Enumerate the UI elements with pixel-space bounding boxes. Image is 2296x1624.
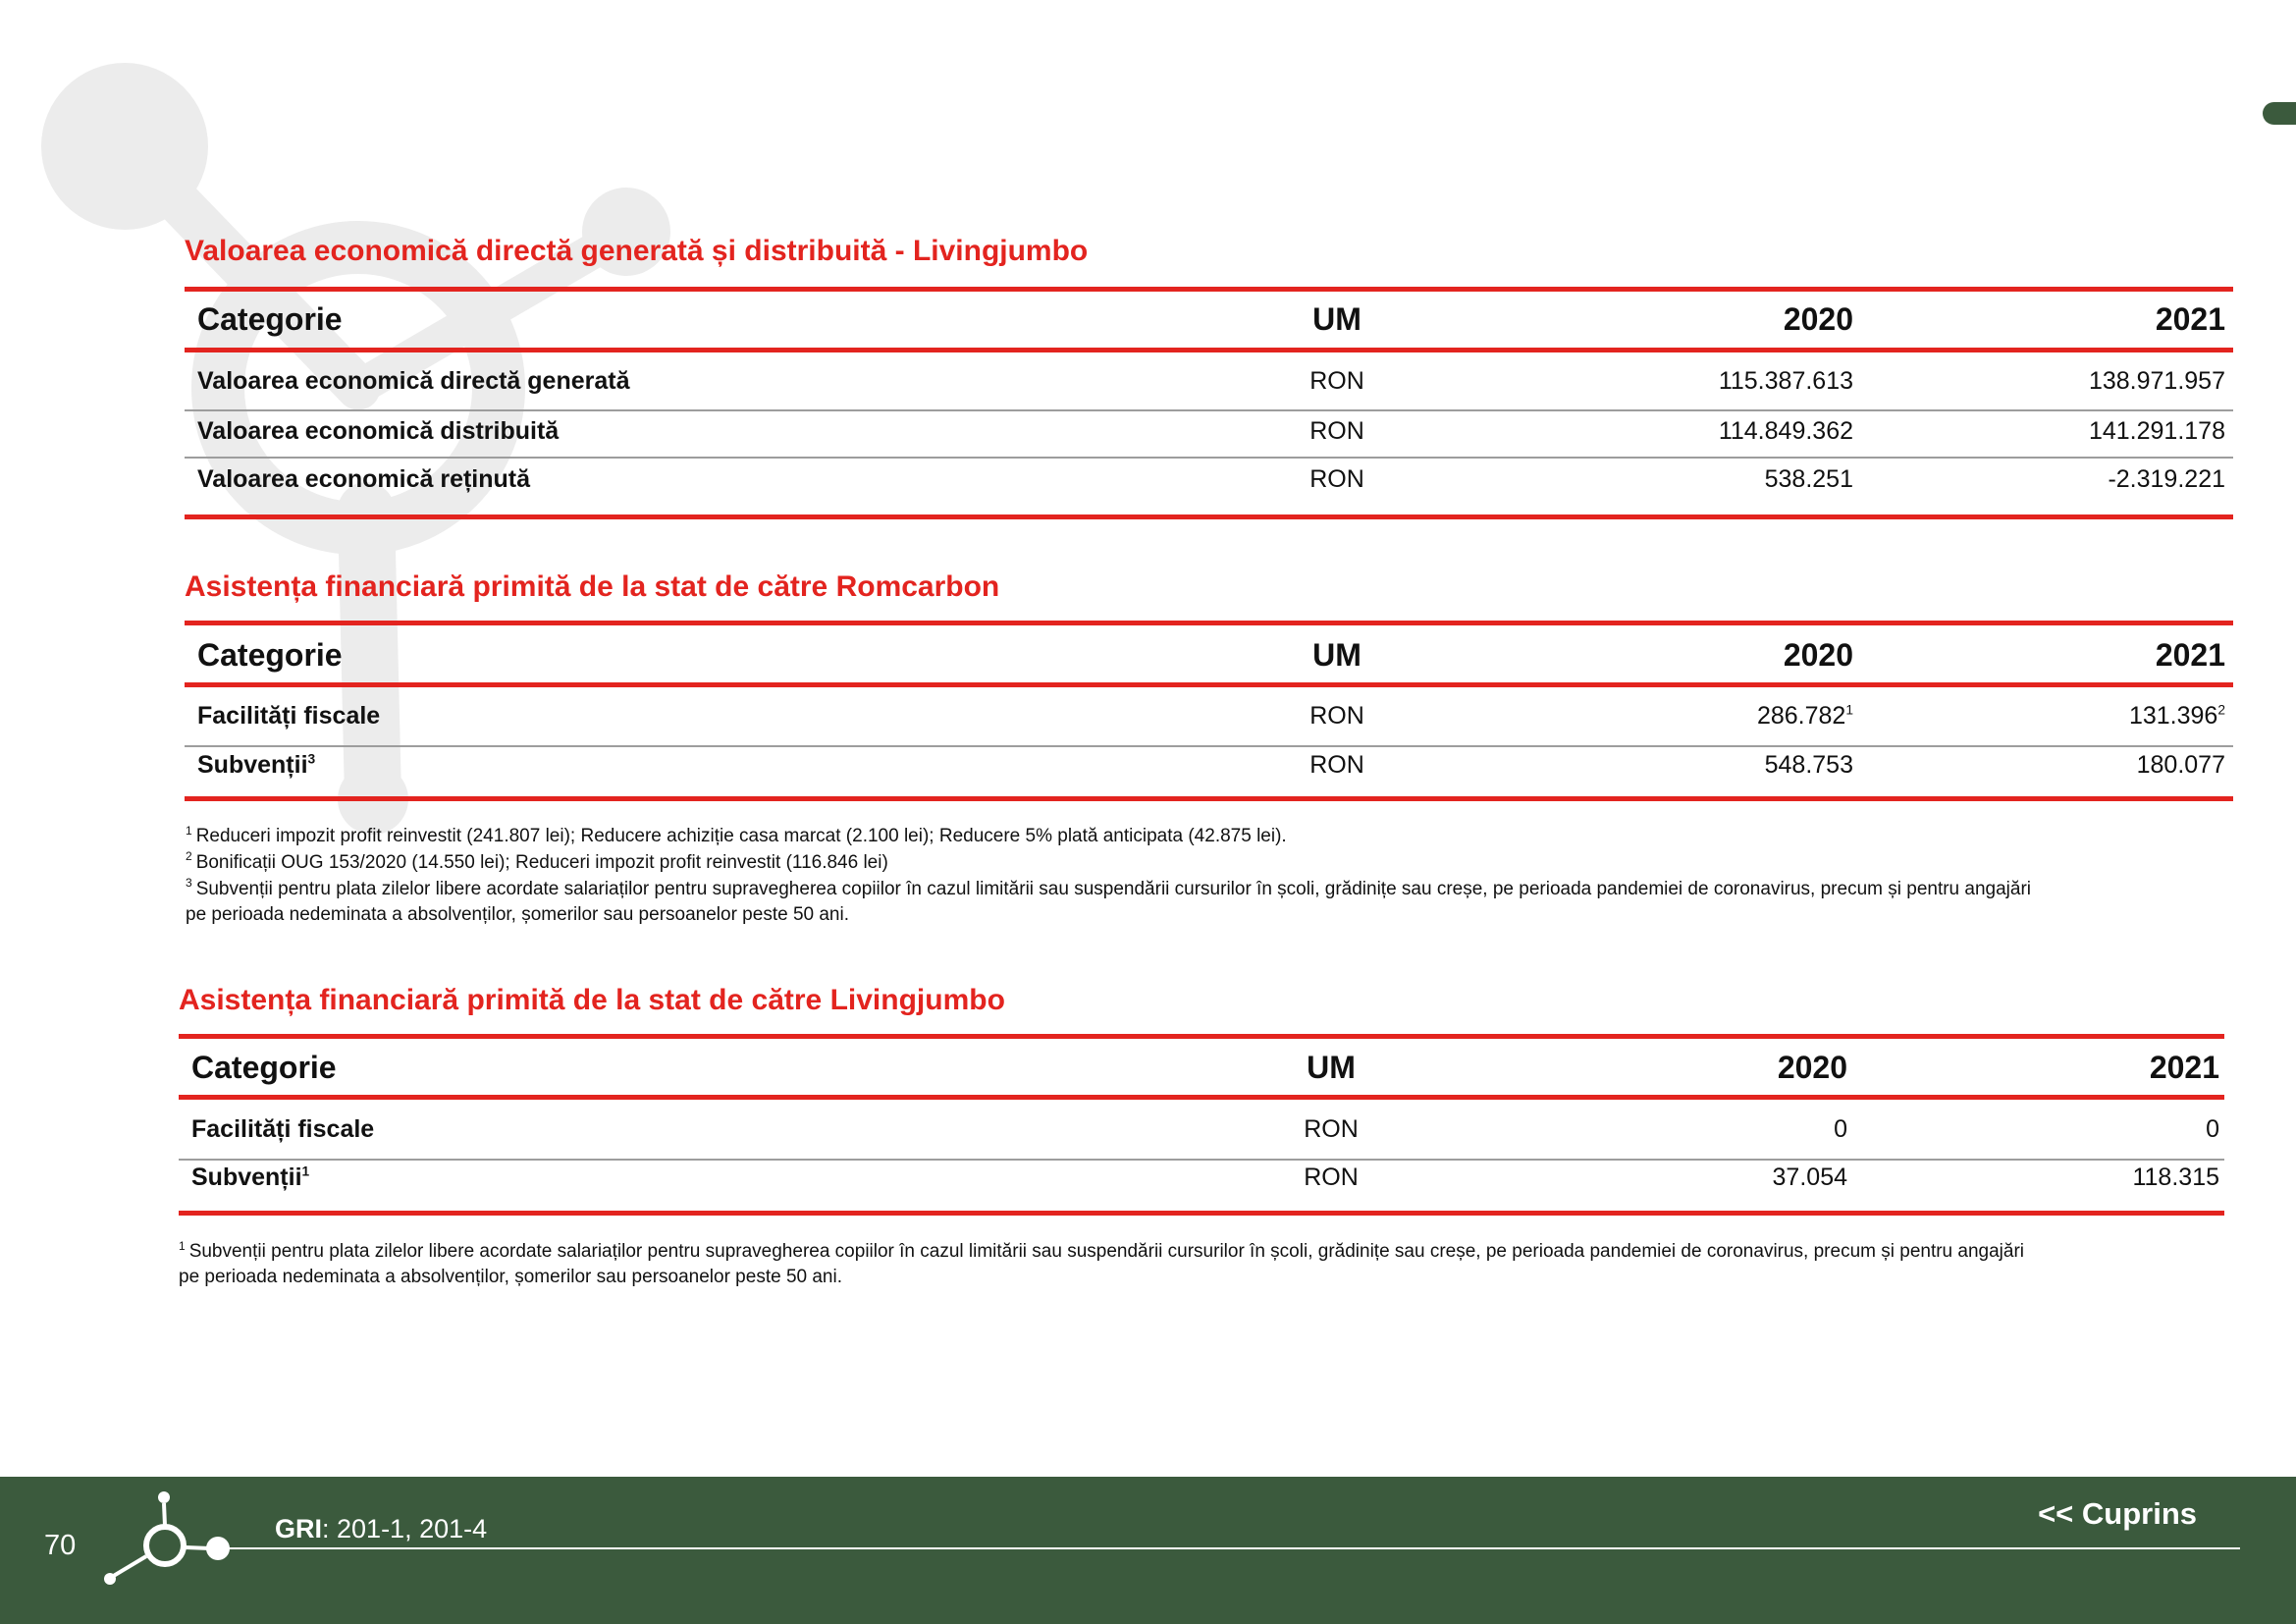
- header-year-2021: 2021: [2155, 301, 2225, 337]
- chapter-tab: [2263, 102, 2296, 125]
- footnote-ref: 2: [2217, 702, 2225, 718]
- table-row: [185, 745, 2233, 785]
- table-header-row: [179, 1048, 2224, 1087]
- row-value-2020: 114.849.362: [1718, 417, 1853, 445]
- header-rule: [185, 682, 2233, 687]
- header-unit: UM: [1312, 637, 1362, 673]
- table-header-row: [185, 635, 2233, 675]
- header-year-2020: 2020: [1777, 1050, 1847, 1085]
- header-category: Categorie: [191, 1050, 337, 1085]
- table-row: [179, 1158, 2224, 1197]
- header-unit: UM: [1307, 1050, 1356, 1085]
- logo-node: [104, 1573, 116, 1585]
- footnote: [186, 824, 2031, 850]
- category-text: Subvenții: [191, 1164, 302, 1191]
- value-text: 131.396: [2128, 702, 2218, 730]
- page-number: 70: [44, 1530, 77, 1561]
- header-unit: UM: [1312, 301, 1362, 337]
- row-value-2021: [1931, 696, 2225, 735]
- section-title-romcarbon-aid: Asistența financiară primită de la stat de către Romcarbon: [185, 570, 1000, 603]
- table-header-row: [185, 299, 2233, 339]
- header-year-2021: 2021: [2155, 637, 2225, 673]
- gri-codes: : 201-1, 201-4: [322, 1514, 488, 1543]
- logo-node: [158, 1491, 170, 1503]
- romcarbon-aid-table: [185, 621, 2233, 801]
- row-unit: RON: [1304, 1164, 1359, 1191]
- footnote-text: Subvenții pentru plata zilelor libere acordate salariaților pentru supravegherea copiilor în cazul limitării sau suspendării cursurilor în școli, grădinițe sau creșe, pe perioada pandemiei de coronavirus, precum și pentru angajări: [188, 1241, 2025, 1262]
- category-text: Subvenții: [197, 751, 308, 779]
- footer-bar: [0, 1477, 2296, 1624]
- footer-divider: [218, 1547, 2240, 1549]
- row-divider: [185, 457, 2233, 459]
- footnote-text: Bonificații OUG 153/2020 (14.550 lei); Reduceri impozit profit reinvestit (116.846 lei): [195, 851, 888, 873]
- table-bottom-rule: [185, 796, 2233, 801]
- row-value-2020: 37.054: [1772, 1164, 1847, 1191]
- row-category: Facilități fiscale: [191, 1115, 375, 1143]
- row-value-2021: 138.971.957: [2088, 367, 2225, 395]
- footnotes-livingjumbo: [179, 1239, 2024, 1290]
- row-value-2021: 141.291.178: [2088, 417, 2225, 445]
- logo-link: [112, 1556, 146, 1577]
- row-value-2020: 115.387.613: [1718, 367, 1853, 395]
- header-rule: [179, 1095, 2224, 1100]
- table-top-rule: [179, 1034, 2224, 1039]
- footnote-continuation: pe perioada nedeminata a absolvenților, șomerilor sau persoanelor peste 50 ani.: [179, 1267, 842, 1287]
- row-category: Valoarea economică reținută: [197, 465, 531, 493]
- footnote-ref: 1: [301, 1164, 310, 1179]
- table-bottom-rule: [179, 1211, 2224, 1216]
- footnote-ref: 1: [1845, 702, 1853, 718]
- row-category: Valoarea economică distribuită: [197, 417, 560, 445]
- table-row: [185, 411, 2233, 451]
- table-top-rule: [185, 621, 2233, 625]
- logo-link: [164, 1503, 165, 1526]
- header-year-2021: 2021: [2149, 1050, 2219, 1085]
- row-unit: RON: [1309, 751, 1364, 779]
- footnote: [186, 877, 2031, 903]
- gri-label: GRI: [275, 1514, 323, 1543]
- footnote-mark: 1: [186, 823, 192, 838]
- footnote-ref: 3: [307, 751, 316, 767]
- watermark-node: [41, 63, 208, 230]
- section-title-economic-value: Valoarea economică directă generată și distribuită - Livingjumbo: [185, 235, 1089, 267]
- header-category: Categorie: [197, 637, 343, 673]
- logo-ring: [146, 1527, 184, 1564]
- row-category: Valoarea economică directă generată: [197, 367, 630, 395]
- header-rule: [185, 348, 2233, 352]
- row-unit: RON: [1309, 702, 1364, 730]
- row-category: [191, 1158, 309, 1197]
- row-category: [197, 745, 315, 785]
- table-bottom-rule: [185, 514, 2233, 519]
- gri-reference: [275, 1509, 487, 1548]
- header-year-2020: 2020: [1783, 301, 1853, 337]
- row-value-2021: 118.315: [2132, 1164, 2219, 1191]
- footnote-text: Reduceri impozit profit reinvestit (241.807 lei); Reducere achiziție casa marcat (2.100 lei); Reducere 5% plată anticipata (42.875 lei).: [195, 826, 1287, 846]
- table-row: [185, 696, 2233, 735]
- row-unit: RON: [1304, 1115, 1359, 1143]
- value-text: 286.782: [1756, 702, 1846, 730]
- molecule-logo-icon: [0, 1477, 255, 1624]
- table-row: [185, 460, 2233, 499]
- row-value-2021: 180.077: [2136, 751, 2225, 779]
- table-of-contents-link[interactable]: << Cuprins: [2038, 1496, 2197, 1531]
- footnote-mark: 1: [179, 1238, 186, 1253]
- footnote-continuation: pe perioada nedeminata a absolvenților, șomerilor sau persoanelor peste 50 ani.: [186, 904, 849, 926]
- header-year-2020: 2020: [1783, 637, 1853, 673]
- row-unit: RON: [1309, 367, 1364, 395]
- table-row: [185, 361, 2233, 401]
- row-value-2020: 0: [1834, 1115, 1847, 1143]
- livingjumbo-aid-table: [179, 1034, 2224, 1216]
- row-category: Facilități fiscale: [197, 702, 381, 730]
- footnote: [179, 1239, 2024, 1265]
- footnote-mark: 2: [186, 849, 192, 864]
- row-value-2020: 538.251: [1764, 465, 1853, 493]
- header-category: Categorie: [197, 301, 343, 337]
- row-unit: RON: [1309, 465, 1364, 493]
- footnote-mark: 3: [186, 876, 192, 891]
- economic-value-table: [185, 287, 2233, 519]
- row-value-2020: 548.753: [1764, 751, 1853, 779]
- row-unit: RON: [1309, 417, 1364, 445]
- row-value-2020: [1559, 696, 1853, 735]
- footnote-text: Subvenții pentru plata zilelor libere acordate salariaților pentru supravegherea copiilor în cazul limitării sau suspendării cursurilor în școli, grădinițe sau creșe, pe perioada pandemiei de coronavirus, precum și pentru angajări: [195, 878, 2032, 899]
- footnote: [186, 850, 2031, 877]
- footnotes-romcarbon: [186, 824, 2031, 929]
- section-title-livingjumbo-aid: Asistența financiară primită de la stat de către Livingjumbo: [179, 984, 1005, 1016]
- row-value-2021: 0: [2206, 1115, 2219, 1143]
- table-top-rule: [185, 287, 2233, 292]
- table-row: [179, 1110, 2224, 1149]
- row-value-2021: -2.319.221: [2108, 465, 2225, 493]
